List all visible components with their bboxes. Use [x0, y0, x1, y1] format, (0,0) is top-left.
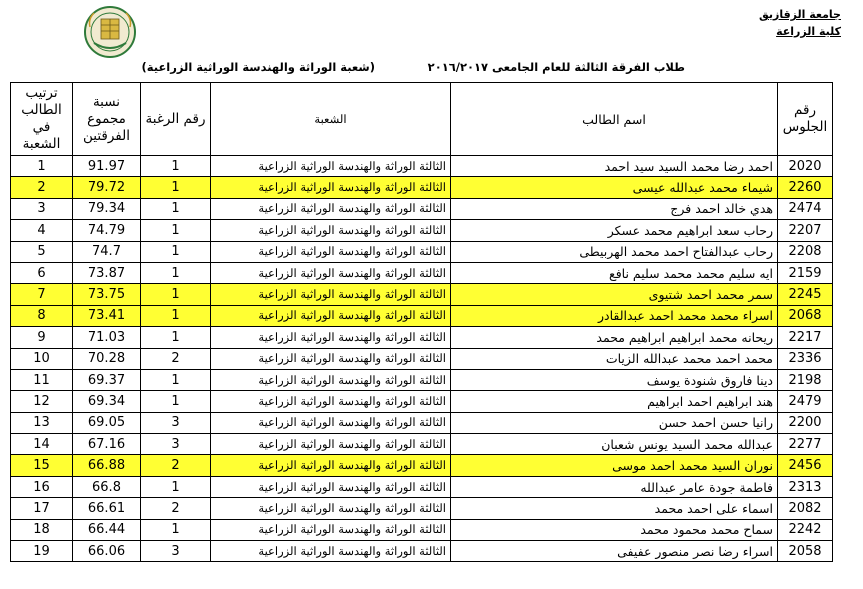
wish-cell: 1	[141, 220, 211, 241]
rank-cell: 19	[11, 541, 73, 562]
table-row	[11, 327, 833, 348]
rank-cell: 7	[11, 284, 73, 305]
seat-cell: 2208	[778, 241, 833, 262]
dept-cell: الثالثة الوراثة والهندسة الوراثية الزراعية	[211, 262, 451, 283]
wish-cell: 1	[141, 156, 211, 177]
table-row	[11, 455, 833, 476]
dept-cell: الثالثة الوراثة والهندسة الوراثية الزراعية	[211, 498, 451, 519]
name-cell: رانيا حسن احمد حسن	[451, 412, 778, 433]
table-row	[11, 391, 833, 412]
seat-cell: 2313	[778, 476, 833, 497]
percent-cell: 66.8	[73, 476, 141, 497]
rank-cell: 15	[11, 455, 73, 476]
wish-cell: 1	[141, 262, 211, 283]
percent-cell: 74.79	[73, 220, 141, 241]
wish-cell: 1	[141, 284, 211, 305]
percent-cell: 71.03	[73, 327, 141, 348]
percent-cell: 67.16	[73, 434, 141, 455]
division-title: (شعبة الوراثة والهندسة الوراثية الزراعية)	[141, 60, 375, 74]
wish-cell: 3	[141, 412, 211, 433]
university-name: جامعة الزقازيق	[758, 8, 841, 21]
col-header-seat: رقم الجلوس	[778, 83, 833, 156]
seat-cell: 2217	[778, 327, 833, 348]
percent-cell: 73.75	[73, 284, 141, 305]
dept-cell: الثالثة الوراثة والهندسة الوراثية الزراعية	[211, 177, 451, 198]
percent-cell: 79.72	[73, 177, 141, 198]
dept-cell: الثالثة الوراثة والهندسة الوراثية الزراعية	[211, 284, 451, 305]
name-cell: سماح محمد محمود محمد	[451, 519, 778, 540]
seat-cell: 2242	[778, 519, 833, 540]
dept-cell: الثالثة الوراثة والهندسة الوراثية الزراعية	[211, 519, 451, 540]
table-row	[11, 498, 833, 519]
rank-cell: 4	[11, 220, 73, 241]
dept-cell: الثالثة الوراثة والهندسة الوراثية الزراعية	[211, 241, 451, 262]
col-header-percent: نسبة مجموع الفرقتين	[73, 83, 141, 156]
rank-cell: 10	[11, 348, 73, 369]
name-cell: اسراء محمد محمد احمد عبدالقادر	[451, 305, 778, 326]
seat-cell: 2456	[778, 455, 833, 476]
students-table	[10, 82, 833, 562]
wish-cell: 2	[141, 348, 211, 369]
percent-cell: 69.34	[73, 391, 141, 412]
wish-cell: 1	[141, 305, 211, 326]
percent-cell: 66.44	[73, 519, 141, 540]
table-row	[11, 476, 833, 497]
institution-header	[759, 6, 841, 40]
faculty-name: كلية الزراعة	[776, 25, 841, 38]
table-row	[11, 519, 833, 540]
dept-cell: الثالثة الوراثة والهندسة الوراثية الزراعية	[211, 434, 451, 455]
name-cell: نوران السيد محمد احمد موسى	[451, 455, 778, 476]
table-row	[11, 348, 833, 369]
rank-cell: 1	[11, 156, 73, 177]
seat-cell: 2068	[778, 305, 833, 326]
percent-cell: 70.28	[73, 348, 141, 369]
seat-cell: 2200	[778, 412, 833, 433]
percent-cell: 91.97	[73, 156, 141, 177]
table-row	[11, 305, 833, 326]
percent-cell: 66.88	[73, 455, 141, 476]
rank-cell: 8	[11, 305, 73, 326]
wish-cell: 1	[141, 177, 211, 198]
rank-cell: 17	[11, 498, 73, 519]
dept-cell: الثالثة الوراثة والهندسة الوراثية الزراعية	[211, 348, 451, 369]
rank-cell: 5	[11, 241, 73, 262]
dept-cell: الثالثة الوراثة والهندسة الوراثية الزراعية	[211, 476, 451, 497]
dept-cell: الثالثة الوراثة والهندسة الوراثية الزراعية	[211, 455, 451, 476]
name-cell: احمد رضا محمد السيد سيد احمد	[451, 156, 778, 177]
name-cell: دينا فاروق شنودة يوسف	[451, 369, 778, 390]
dept-cell: الثالثة الوراثة والهندسة الوراثية الزراعية	[211, 369, 451, 390]
name-cell: ريحانه محمد ابراهيم ابراهيم محمد	[451, 327, 778, 348]
seat-cell: 2474	[778, 198, 833, 219]
seat-cell: 2277	[778, 434, 833, 455]
percent-cell: 69.37	[73, 369, 141, 390]
table-row	[11, 177, 833, 198]
table-row	[11, 262, 833, 283]
rank-cell: 13	[11, 412, 73, 433]
wish-cell: 3	[141, 541, 211, 562]
rank-cell: 18	[11, 519, 73, 540]
col-header-dept: الشعبة	[211, 83, 451, 156]
wish-cell: 1	[141, 391, 211, 412]
name-cell: اسراء رضا نصر منصور عفيفى	[451, 541, 778, 562]
seat-cell: 2245	[778, 284, 833, 305]
table-row	[11, 412, 833, 433]
rank-cell: 6	[11, 262, 73, 283]
wish-cell: 1	[141, 369, 211, 390]
seat-cell: 2336	[778, 348, 833, 369]
name-cell: شيماء محمد عبدالله عيسى	[451, 177, 778, 198]
dept-cell: الثالثة الوراثة والهندسة الوراثية الزراعية	[211, 305, 451, 326]
wish-cell: 1	[141, 241, 211, 262]
dept-cell: الثالثة الوراثة والهندسة الوراثية الزراعية	[211, 412, 451, 433]
wish-cell: 1	[141, 476, 211, 497]
percent-cell: 73.41	[73, 305, 141, 326]
rank-cell: 9	[11, 327, 73, 348]
dept-cell: الثالثة الوراثة والهندسة الوراثية الزراعية	[211, 327, 451, 348]
name-cell: رحاب سعد ابراهيم محمد عسكر	[451, 220, 778, 241]
wish-cell: 1	[141, 327, 211, 348]
wish-cell: 3	[141, 434, 211, 455]
rank-cell: 2	[11, 177, 73, 198]
col-header-wish: رقم الرغبة	[141, 83, 211, 156]
dept-cell: الثالثة الوراثة والهندسة الوراثية الزراعية	[211, 220, 451, 241]
name-cell: اسماء على احمد محمد	[451, 498, 778, 519]
name-cell: فاطمة جودة عامر عبدالله	[451, 476, 778, 497]
name-cell: ايه سليم محمد محمد سليم نافع	[451, 262, 778, 283]
dept-cell: الثالثة الوراثة والهندسة الوراثية الزراعية	[211, 541, 451, 562]
wish-cell: 1	[141, 198, 211, 219]
dept-cell: الثالثة الوراثة والهندسة الوراثية الزراعية	[211, 391, 451, 412]
col-header-name: اسم الطالب	[451, 83, 778, 156]
seat-cell: 2058	[778, 541, 833, 562]
table-header-row	[11, 83, 833, 156]
seat-cell: 2082	[778, 498, 833, 519]
percent-cell: 69.05	[73, 412, 141, 433]
percent-cell: 79.34	[73, 198, 141, 219]
seat-cell: 2479	[778, 391, 833, 412]
page-title: طلاب الفرقة الثالثة للعام الجامعى ٢٠١٦/٢٠١٧	[427, 60, 685, 74]
table-row	[11, 541, 833, 562]
wish-cell: 2	[141, 455, 211, 476]
percent-cell: 73.87	[73, 262, 141, 283]
percent-cell: 74.7	[73, 241, 141, 262]
table-row	[11, 434, 833, 455]
wish-cell: 1	[141, 519, 211, 540]
table-row	[11, 220, 833, 241]
table-row	[11, 241, 833, 262]
percent-cell: 66.61	[73, 498, 141, 519]
name-cell: محمد احمد محمد عبدالله الزيات	[451, 348, 778, 369]
percent-cell: 66.06	[73, 541, 141, 562]
seat-cell: 2020	[778, 156, 833, 177]
table-row	[11, 284, 833, 305]
table-row	[11, 369, 833, 390]
rank-cell: 3	[11, 198, 73, 219]
name-cell: هند ابراهيم احمد ابراهيم	[451, 391, 778, 412]
rank-cell: 14	[11, 434, 73, 455]
seat-cell: 2207	[778, 220, 833, 241]
name-cell: هدي خالد احمد فرج	[451, 198, 778, 219]
seat-cell: 2159	[778, 262, 833, 283]
rank-cell: 12	[11, 391, 73, 412]
name-cell: عبدالله محمد السيد يونس شعبان	[451, 434, 778, 455]
rank-cell: 16	[11, 476, 73, 497]
university-logo-icon	[80, 5, 140, 60]
name-cell: رحاب عبدالفتاح احمد محمد الهربيطى	[451, 241, 778, 262]
table-row	[11, 198, 833, 219]
wish-cell: 2	[141, 498, 211, 519]
dept-cell: الثالثة الوراثة والهندسة الوراثية الزراعية	[211, 156, 451, 177]
dept-cell: الثالثة الوراثة والهندسة الوراثية الزراعية	[211, 198, 451, 219]
rank-cell: 11	[11, 369, 73, 390]
seat-cell: 2260	[778, 177, 833, 198]
col-header-rank: ترتيب الطالب في الشعبة	[11, 83, 73, 156]
name-cell: سمر محمد احمد شتيوى	[451, 284, 778, 305]
table-row	[11, 156, 833, 177]
seat-cell: 2198	[778, 369, 833, 390]
